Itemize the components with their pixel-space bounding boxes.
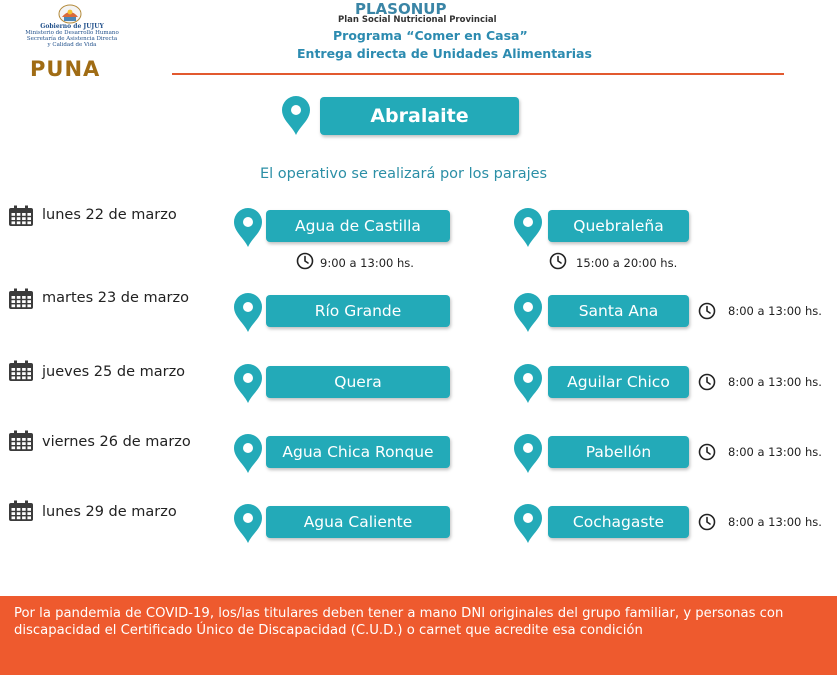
covid-notice [0, 596, 837, 675]
map-pin-icon [276, 96, 316, 136]
site-right: Quebraleña [548, 210, 689, 242]
site-right: Cochagaste [548, 506, 689, 538]
clock-icon [698, 443, 716, 461]
program-full-name: Plan Social Nutricional Provincial [338, 15, 497, 25]
location-title: Abralaite [320, 97, 519, 135]
clock-icon [296, 252, 314, 270]
map-pin-icon [508, 293, 548, 333]
clock-icon [698, 373, 716, 391]
calendar-icon [8, 430, 34, 452]
site-right: Pabellón [548, 436, 689, 468]
time-right: 15:00 a 20:00 hs. [576, 256, 678, 270]
map-pin-icon [508, 434, 548, 474]
site-right: Santa Ana [548, 295, 689, 327]
calendar-icon [8, 360, 34, 382]
time-right: 8:00 a 13:00 hs. [728, 515, 822, 529]
time-left: 9:00 a 13:00 hs. [320, 256, 414, 270]
time-right: 8:00 a 13:00 hs. [728, 445, 822, 459]
map-pin-icon [228, 364, 268, 404]
schedule-date: lunes 22 de marzo [42, 207, 177, 223]
site-left: Agua Caliente [266, 506, 450, 538]
calendar-icon [8, 205, 34, 227]
site-left: Quera [266, 366, 450, 398]
calendar-icon [8, 500, 34, 522]
map-pin-icon [228, 504, 268, 544]
logo-text-line: Gobierno de JUJUY [40, 23, 104, 30]
schedule-date: lunes 29 de marzo [42, 504, 177, 520]
subtitle: El operativo se realizará por los parajes [260, 166, 548, 182]
map-pin-icon [508, 364, 548, 404]
government-logo [22, 3, 122, 55]
program-acronym: PLASONUP [355, 0, 447, 18]
site-left: Río Grande [266, 295, 450, 327]
logo-text-line: Ministerio de Desarrollo Humano [25, 30, 119, 36]
time-right: 8:00 a 13:00 hs. [728, 304, 822, 318]
clock-icon [698, 302, 716, 320]
region-title: PUNA [30, 57, 101, 81]
map-pin-icon [508, 208, 548, 248]
header-divider [172, 73, 784, 75]
map-pin-icon [228, 293, 268, 333]
calendar-icon [8, 288, 34, 310]
map-pin-icon [508, 504, 548, 544]
program-description: Entrega directa de Unidades Alimentarias [297, 46, 592, 61]
clock-icon [698, 513, 716, 531]
schedule-date: jueves 25 de marzo [42, 364, 186, 380]
schedule-date: viernes 26 de marzo [42, 434, 191, 450]
site-left: Agua de Castilla [266, 210, 450, 242]
site-left: Agua Chica Ronque [266, 436, 450, 468]
clock-icon [549, 252, 567, 270]
site-right: Aguilar Chico [548, 366, 689, 398]
logo-text-line: Secretaría de Asistencia Directa [26, 36, 118, 42]
map-pin-icon [228, 208, 268, 248]
schedule-date: martes 23 de marzo [42, 290, 189, 306]
time-right: 8:00 a 13:00 hs. [728, 375, 822, 389]
logo-text-line: y Calidad de Vida [47, 42, 97, 48]
program-name: Programa “Comer en Casa” [333, 28, 528, 43]
notice-text: Por la pandemia de COVID-19, los/las titulares deben tener a mano DNI originales del grupo familiar, y personas con discapacidad el Certificado Único de Discapacidad (C.U.D.) o carnet que acredite esa condición [14, 606, 784, 638]
map-pin-icon [228, 434, 268, 474]
